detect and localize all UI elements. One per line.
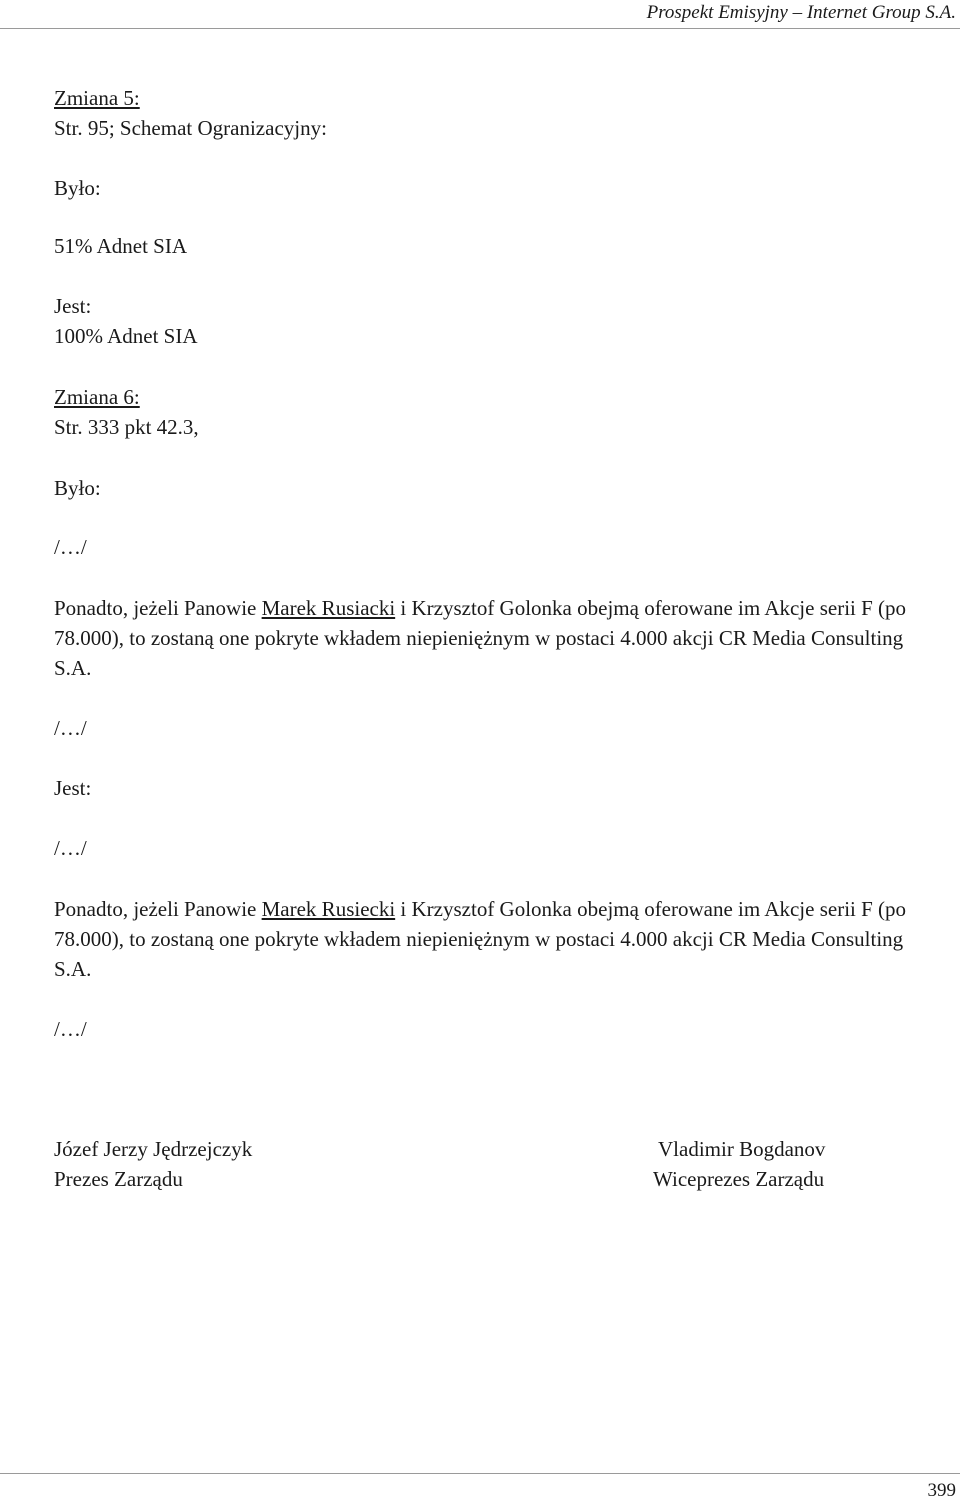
change5-is-value: 100% Adnet SIA bbox=[54, 324, 198, 348]
change5-reference: Str. 95; Schemat Ogranizacyjny: bbox=[54, 116, 327, 140]
change6-reference: Str. 333 pkt 42.3, bbox=[54, 415, 199, 439]
paragraph-text: Ponadto, jeżeli Panowie bbox=[54, 897, 262, 921]
paragraph-text: i Krzysztof Golonka obejmą oferowane im Akcje serii F (po 78.000), to zostaną one pokryte wkładem niepieniężnym w postaci 4.000 akcji CR Media Consulting S.A. bbox=[54, 897, 907, 981]
person-name: Marek Rusiecki bbox=[261, 897, 396, 921]
page-header bbox=[0, 2, 960, 24]
signatory-right-name: Vladimir Bogdanov bbox=[658, 1137, 826, 1161]
page-number: 399 bbox=[927, 1480, 956, 1501]
person-name: Marek Rusiacki bbox=[261, 596, 396, 620]
change6-was-label: Było: bbox=[54, 476, 101, 500]
change6-label: Zmiana 6: bbox=[54, 385, 140, 409]
footer-divider bbox=[0, 1473, 960, 1474]
change5-label: Zmiana 5: bbox=[54, 86, 140, 110]
signatory-right-role: Wiceprezes Zarządu bbox=[653, 1167, 825, 1191]
ellipsis-marker: /…/ bbox=[54, 716, 87, 740]
document-title: Prospekt Emisyjny – Internet Group S.A. bbox=[646, 2, 956, 23]
paragraph-text: Ponadto, jeżeli Panowie bbox=[54, 596, 262, 620]
change5-was-value: 51% Adnet SIA bbox=[54, 234, 187, 258]
ellipsis-marker: /…/ bbox=[54, 836, 87, 860]
signatory-left-name: Józef Jerzy Jędrzejczyk bbox=[54, 1137, 253, 1161]
paragraph-text: i Krzysztof Golonka obejmą oferowane im Akcje serii F (po 78.000), to zostaną one pokryte wkładem niepieniężnym w postaci 4.000 akcji CR Media Consulting S.A. bbox=[54, 596, 907, 680]
change6-was-paragraph bbox=[54, 593, 914, 683]
change5-is-label: Jest: bbox=[54, 294, 92, 318]
ellipsis-marker: /…/ bbox=[54, 1017, 87, 1041]
change6-is-label: Jest: bbox=[54, 776, 92, 800]
signatory-left-role: Prezes Zarządu bbox=[54, 1167, 183, 1191]
change6-is-paragraph bbox=[54, 894, 914, 984]
change5-was-label: Było: bbox=[54, 176, 101, 200]
ellipsis-marker: /…/ bbox=[54, 535, 87, 559]
header-divider bbox=[0, 28, 960, 29]
